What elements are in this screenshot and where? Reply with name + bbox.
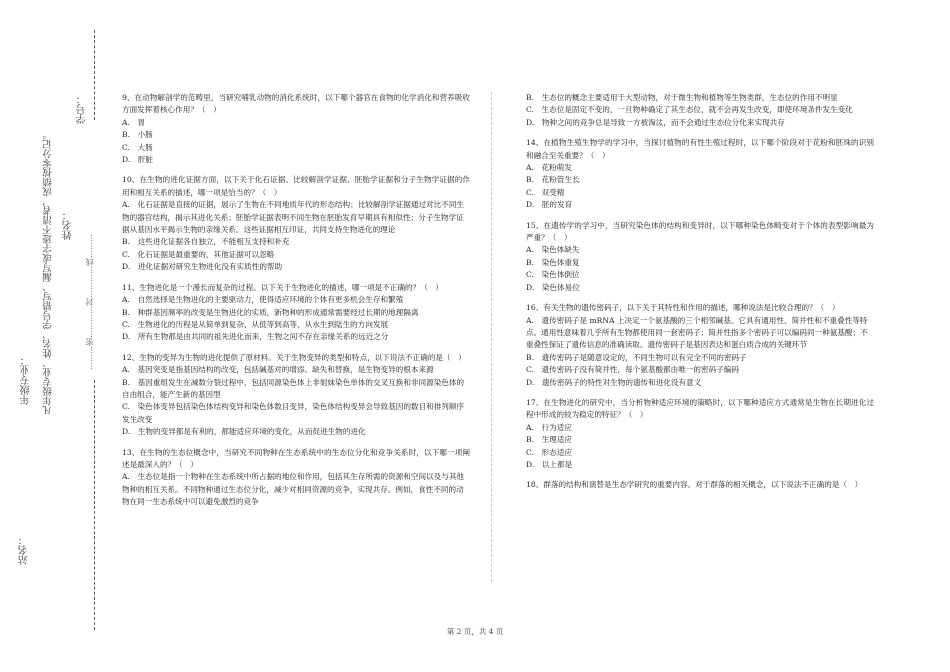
option-a: A. 自然选择是生物进化的主要驱动力，使得适应环境的个体有更多机会生存和繁殖 [122, 295, 404, 305]
option-a: A. 基因突变是指基因结构的改变，包括碱基对的增添、缺失和替换，是生物变异的根本来源 [122, 365, 434, 375]
option-d: D. 生物的变异都是有利的，都能适应环境的变化，从而促进生物的进化 [122, 427, 366, 437]
option-c: C. 生态位是固定不变的，一旦物种确定了其生态位，就不会再发生改变，即使环境条件发生变化 [526, 105, 853, 115]
option-b: B. 种群基因频率的改变是生物进化的实质，新物种的形成通常需要经过长期的地理隔离 [122, 307, 419, 317]
option-d: D. 遗传密码子的特性对生物的遗传和进化没有意义 [526, 377, 702, 387]
option-c: C. 形态适应 [526, 447, 572, 457]
option-b: B. 这些进化证据各自独立，不能相互支持和补充 [122, 237, 290, 247]
option-c: C. 大肠 [122, 142, 153, 152]
option-d: D. 染色体易位 [526, 282, 580, 292]
student-id-field: 学号： [77, 94, 88, 124]
right-question-column [526, 92, 874, 500]
option-d: D. 胚的发育 [526, 200, 573, 210]
binding-margin [0, 0, 110, 672]
option-a: A. 胃 [122, 117, 146, 127]
question-13-continued [526, 92, 874, 129]
name-field: 姓名： [63, 210, 74, 240]
question-16 [526, 302, 874, 389]
option-c: C. 化石证据是最重要的，其他证据可以忽略 [122, 249, 275, 259]
question-stem: 9、在动物解剖学的范畴里，当研究哺乳动物的消化系统时，以下哪个器官在食物的化学消化和营养吸收方面发挥着核心作用？（ ） [122, 93, 470, 115]
question-13 [122, 447, 470, 509]
option-c: C. 双受精 [526, 187, 565, 197]
seal-line-text: ………密…………封…………线……… [85, 234, 94, 370]
question-stem: 11、生物进化是一个漫长而复杂的过程。以下关于生物进化的描述，哪一项是不正确的？（ ） [122, 282, 444, 292]
left-question-column [122, 92, 470, 517]
question-stem: 15、在遗传学的学习中，当研究染色体的结构和变异时，以下哪种染色体畸变对于个体的表型影响最为严重？（ ） [526, 220, 874, 243]
question-stem: 13、在生物的生态位概念中，当研究不同物种在生态系统中的生态位分化和竞争关系时，以下哪一项阐述是最深入的？（ ） [122, 447, 470, 469]
question-stem: 16、有关生物的遗传密码子，以下关于其特性和作用的描述，哪种说法是比较合理的？（ ） [526, 303, 840, 313]
question-9 [122, 92, 470, 166]
page-number: 第 2 页，共 4 页 [446, 627, 504, 636]
question-stem: 10、在生物的进化证据方面，以下关于化石证据、比较解剖学证据、胚胎学证据和分子生物学证据的作用和相互关系的描述，哪一项是恰当的？（ ） [122, 175, 470, 197]
option-b: B. 小肠 [122, 130, 153, 140]
question-stem: 12、生物的变异为生物的进化提供了原材料。关于生物变异的类型和特点，以下说法不正确的是（ ） [122, 352, 466, 362]
option-b: B. 生态位的概念主要适用于大型动物，对于微生物和植物等生物类群，生态位的作用不明显 [526, 93, 838, 102]
option-b: B. 花粉管生长 [526, 175, 580, 185]
station-name-field: 站名： [19, 535, 30, 565]
column-divider [491, 92, 492, 582]
seal-line-upper [94, 30, 95, 120]
option-a: A. 染色体缺失 [526, 245, 580, 255]
option-a: A. 化石证据是直接的证据，展示了生物在不同地质年代的形态结构；比较解剖学证据通过对比不同生物的器官结构，揭示其进化关系；胚胎学证据表明不同生物在胚胎发育早期具有相似性；分子生物学证据从基因水平揭示生物的亲缘关系。这些证据相互印证，共同支持生物进化的理论 [122, 200, 465, 235]
option-a: A. 行为适应 [526, 422, 572, 432]
option-b: B. 遗传密码子是随意设定的，不同生物可以有完全不同的密码子 [526, 352, 747, 362]
option-b: B. 生理适应 [526, 435, 572, 445]
question-stem: 18、群落的结构和演替是生态学研究的重要内容。对于群落的相关概念，以下说法不正确的是（ ） [526, 480, 863, 490]
question-18 [526, 479, 874, 491]
option-c: C. 染色体变异包括染色体结构变异和染色体数目变异，染色体结构变异会导致基因的数目和排列顺序发生改变 [122, 402, 465, 424]
question-stem: 14、在植物生殖生物学的学习中，当探讨植物的有性生殖过程时，以下哪个阶段对于花粉和胚珠的识别和融合至关重要？（ ） [526, 138, 874, 160]
binding-notice: 凡年级专业、姓名、学号错写、漏写或字迹不清者，成绩按零分记。 [43, 130, 54, 415]
question-12 [122, 352, 470, 439]
question-17 [526, 397, 874, 471]
seal-line-lower [94, 380, 95, 630]
question-14 [526, 137, 874, 211]
option-d: D. 所有生物都是由共同的祖先进化而来，生物之间不存在亲缘关系的远近之分 [122, 332, 389, 342]
question-stem: 17、在生物进化的研究中，当分析物种适应环境的策略时，以下哪种适应方式通常是生物在长期进化过程中形成的较为稳定的特征？（ ） [526, 397, 874, 420]
question-10 [122, 174, 470, 273]
option-c: C. 遗传密码子没有简并性，每个氨基酸都由唯一的密码子编码 [526, 365, 739, 375]
option-b: B. 基因重组发生在减数分裂过程中，包括同源染色体上非姐妹染色单体的交叉互换和非同源染色体的自由组合，能产生新的基因型 [122, 377, 465, 399]
option-c: C. 生物进化的历程是从简单到复杂、从低等到高等、从水生到陆生的方向发展 [122, 319, 389, 329]
grade-major-field: 年级专业： [21, 355, 32, 405]
question-15 [526, 220, 874, 294]
option-c: C. 染色体倒位 [526, 270, 580, 280]
option-d: D. 以上都是 [526, 459, 573, 469]
option-a: A. 花粉萌发 [526, 163, 572, 173]
question-11 [122, 282, 470, 344]
option-d: D. 肝脏 [122, 155, 154, 165]
option-d: D. 进化证据对研究生物进化没有实质性的帮助 [122, 262, 283, 272]
option-d: D. 物种之间的竞争总是导致一方被淘汰，而不会通过生态位分化来实现共存 [526, 117, 785, 127]
option-a: A. 生态位是指一个物种在生态系统中所占据的地位和作用，包括其生存所需的资源和空间以及与其他物种的相互关系。不同物种通过生态位分化，减少对相同资源的竞争，实现共存。例如，食性不同的动物在同一生态系统中可以避免激烈的竞争 [122, 472, 465, 507]
option-a: A. 遗传密码子是 mRNA 上决定一个氨基酸的三个相邻碱基。它具有通用性、简并性和不重叠性等特点。通用性意味着几乎所有生物都使用同一套密码子；简并性指多个密码子可以编码同一种氨基酸；不重叠性保证了遗传信息的准确读取。遗传密码子是基因表达和蛋白质合成的关键环节 [526, 315, 868, 350]
option-b: B. 染色体重复 [526, 257, 580, 267]
